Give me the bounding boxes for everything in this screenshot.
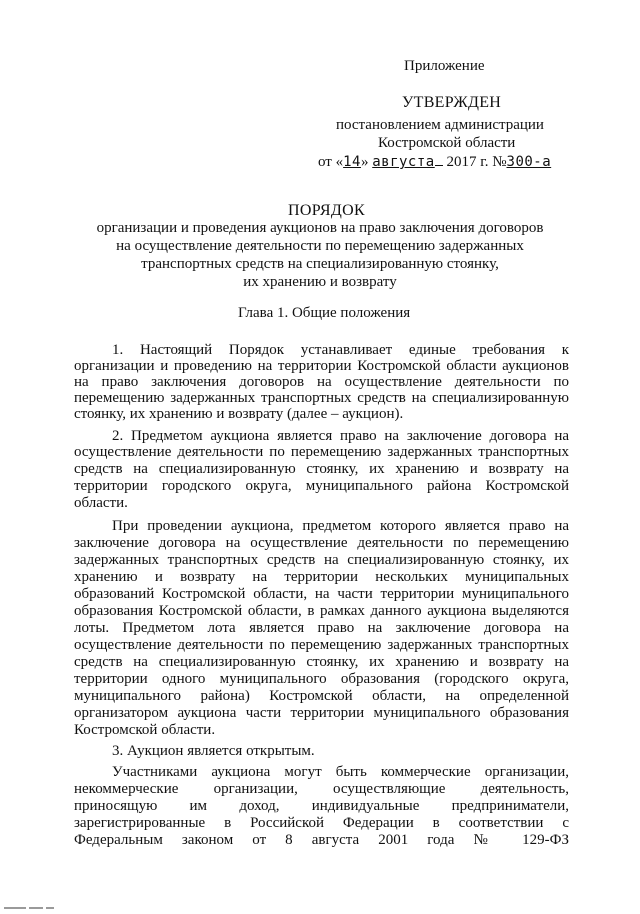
- date-year: 2017 г. №: [446, 154, 507, 170]
- body-line: средств на специализированную стоянку, их хранению и возврату на: [74, 654, 569, 670]
- body-line: 1. Настоящий Порядок устанавливает единые требования к: [112, 342, 569, 358]
- body-line: хранению и возврату на территории нескольких муниципальных: [74, 569, 569, 585]
- body-line: средств на специализированную стоянку, их хранению и возврату на: [74, 461, 569, 477]
- body-line: осуществление деятельности по перемещению задержанных транспортных: [74, 444, 569, 460]
- date-prefix: от «: [318, 154, 344, 170]
- body-line: организатором аукциона части территории муниципального образования: [74, 705, 569, 721]
- body-line: муниципального района) Костромской области, на определенной: [74, 688, 569, 704]
- date-mid: »: [360, 154, 369, 170]
- body-line: области.: [74, 495, 128, 511]
- date-underline: [435, 153, 443, 166]
- date-day: 14: [343, 154, 361, 170]
- chapter-heading: Глава 1. Общие положения: [238, 305, 411, 321]
- body-line: зарегистрированные в Российской Федерации в соответствии с: [74, 815, 569, 831]
- body-line: Костромской области.: [74, 722, 216, 738]
- title-subline-1: организации и проведения аукционов на право заключения договоров: [96, 220, 544, 236]
- title-subline-2: на осуществление деятельности по перемещению задержанных: [116, 238, 524, 254]
- body-line: территории одного муниципального образования (городского округа,: [74, 671, 569, 687]
- body-line: 3. Аукцион является открытым.: [112, 743, 315, 759]
- body-line: задержанных транспортных средств на специализированную стоянку, их: [74, 552, 569, 568]
- body-line: на право заключения договоров на осуществление деятельности по: [74, 374, 569, 390]
- body-line: образования Костромской области, в рамках данного аукциона выделяются: [74, 603, 569, 619]
- body-line: 2. Предметом аукциона является право на заключение договора на: [112, 428, 569, 444]
- body-line: При проведении аукциона, предметом которого является право на: [112, 518, 569, 534]
- body-line: заключение договора на осуществление деятельности по перемещению: [74, 535, 569, 551]
- body-line: приносящую им доход, индивидуальные предприниматели,: [74, 798, 569, 814]
- body-line: территории городского округа, муниципального района Костромской: [74, 478, 569, 494]
- decree-date-line: [318, 153, 551, 171]
- title-subline-4: их хранению и возврату: [243, 274, 397, 290]
- body-line: организации и проведению на территории Костромской области аукционов: [74, 358, 569, 374]
- body-line: стоянку, их хранению и возврату (далее – аукцион).: [74, 406, 404, 422]
- body-line: лоты. Предметом лота является право на заключение договора на: [74, 620, 569, 636]
- date-month: августа: [372, 154, 435, 170]
- decree-line-1: постановлением администрации: [336, 117, 544, 133]
- document-title: ПОРЯДОК: [288, 202, 365, 219]
- body-line: осуществление деятельности по перемещению задержанных транспортных: [74, 637, 569, 653]
- scan-edge-mark: [4, 896, 64, 899]
- approved-heading: УТВЕРЖДЕН: [402, 94, 502, 111]
- title-subline-3: транспортных средств на специализированную стоянку,: [141, 256, 499, 272]
- decree-line-2: Костромской области: [378, 135, 516, 151]
- body-line: Федеральным законом от 8 августа 2001 года № 129-ФЗ: [74, 832, 569, 848]
- body-line: некоммерческие организации, осуществляющие деятельность,: [74, 781, 569, 797]
- body-line: образований Костромской области, на части территории муниципального: [74, 586, 569, 602]
- decree-number: 300-а: [506, 154, 552, 170]
- appendix-label: Приложение: [404, 58, 485, 74]
- body-line: перемещению задержанных транспортных средств на специализированную: [74, 390, 569, 406]
- body-line: Участниками аукциона могут быть коммерческие организации,: [112, 764, 569, 780]
